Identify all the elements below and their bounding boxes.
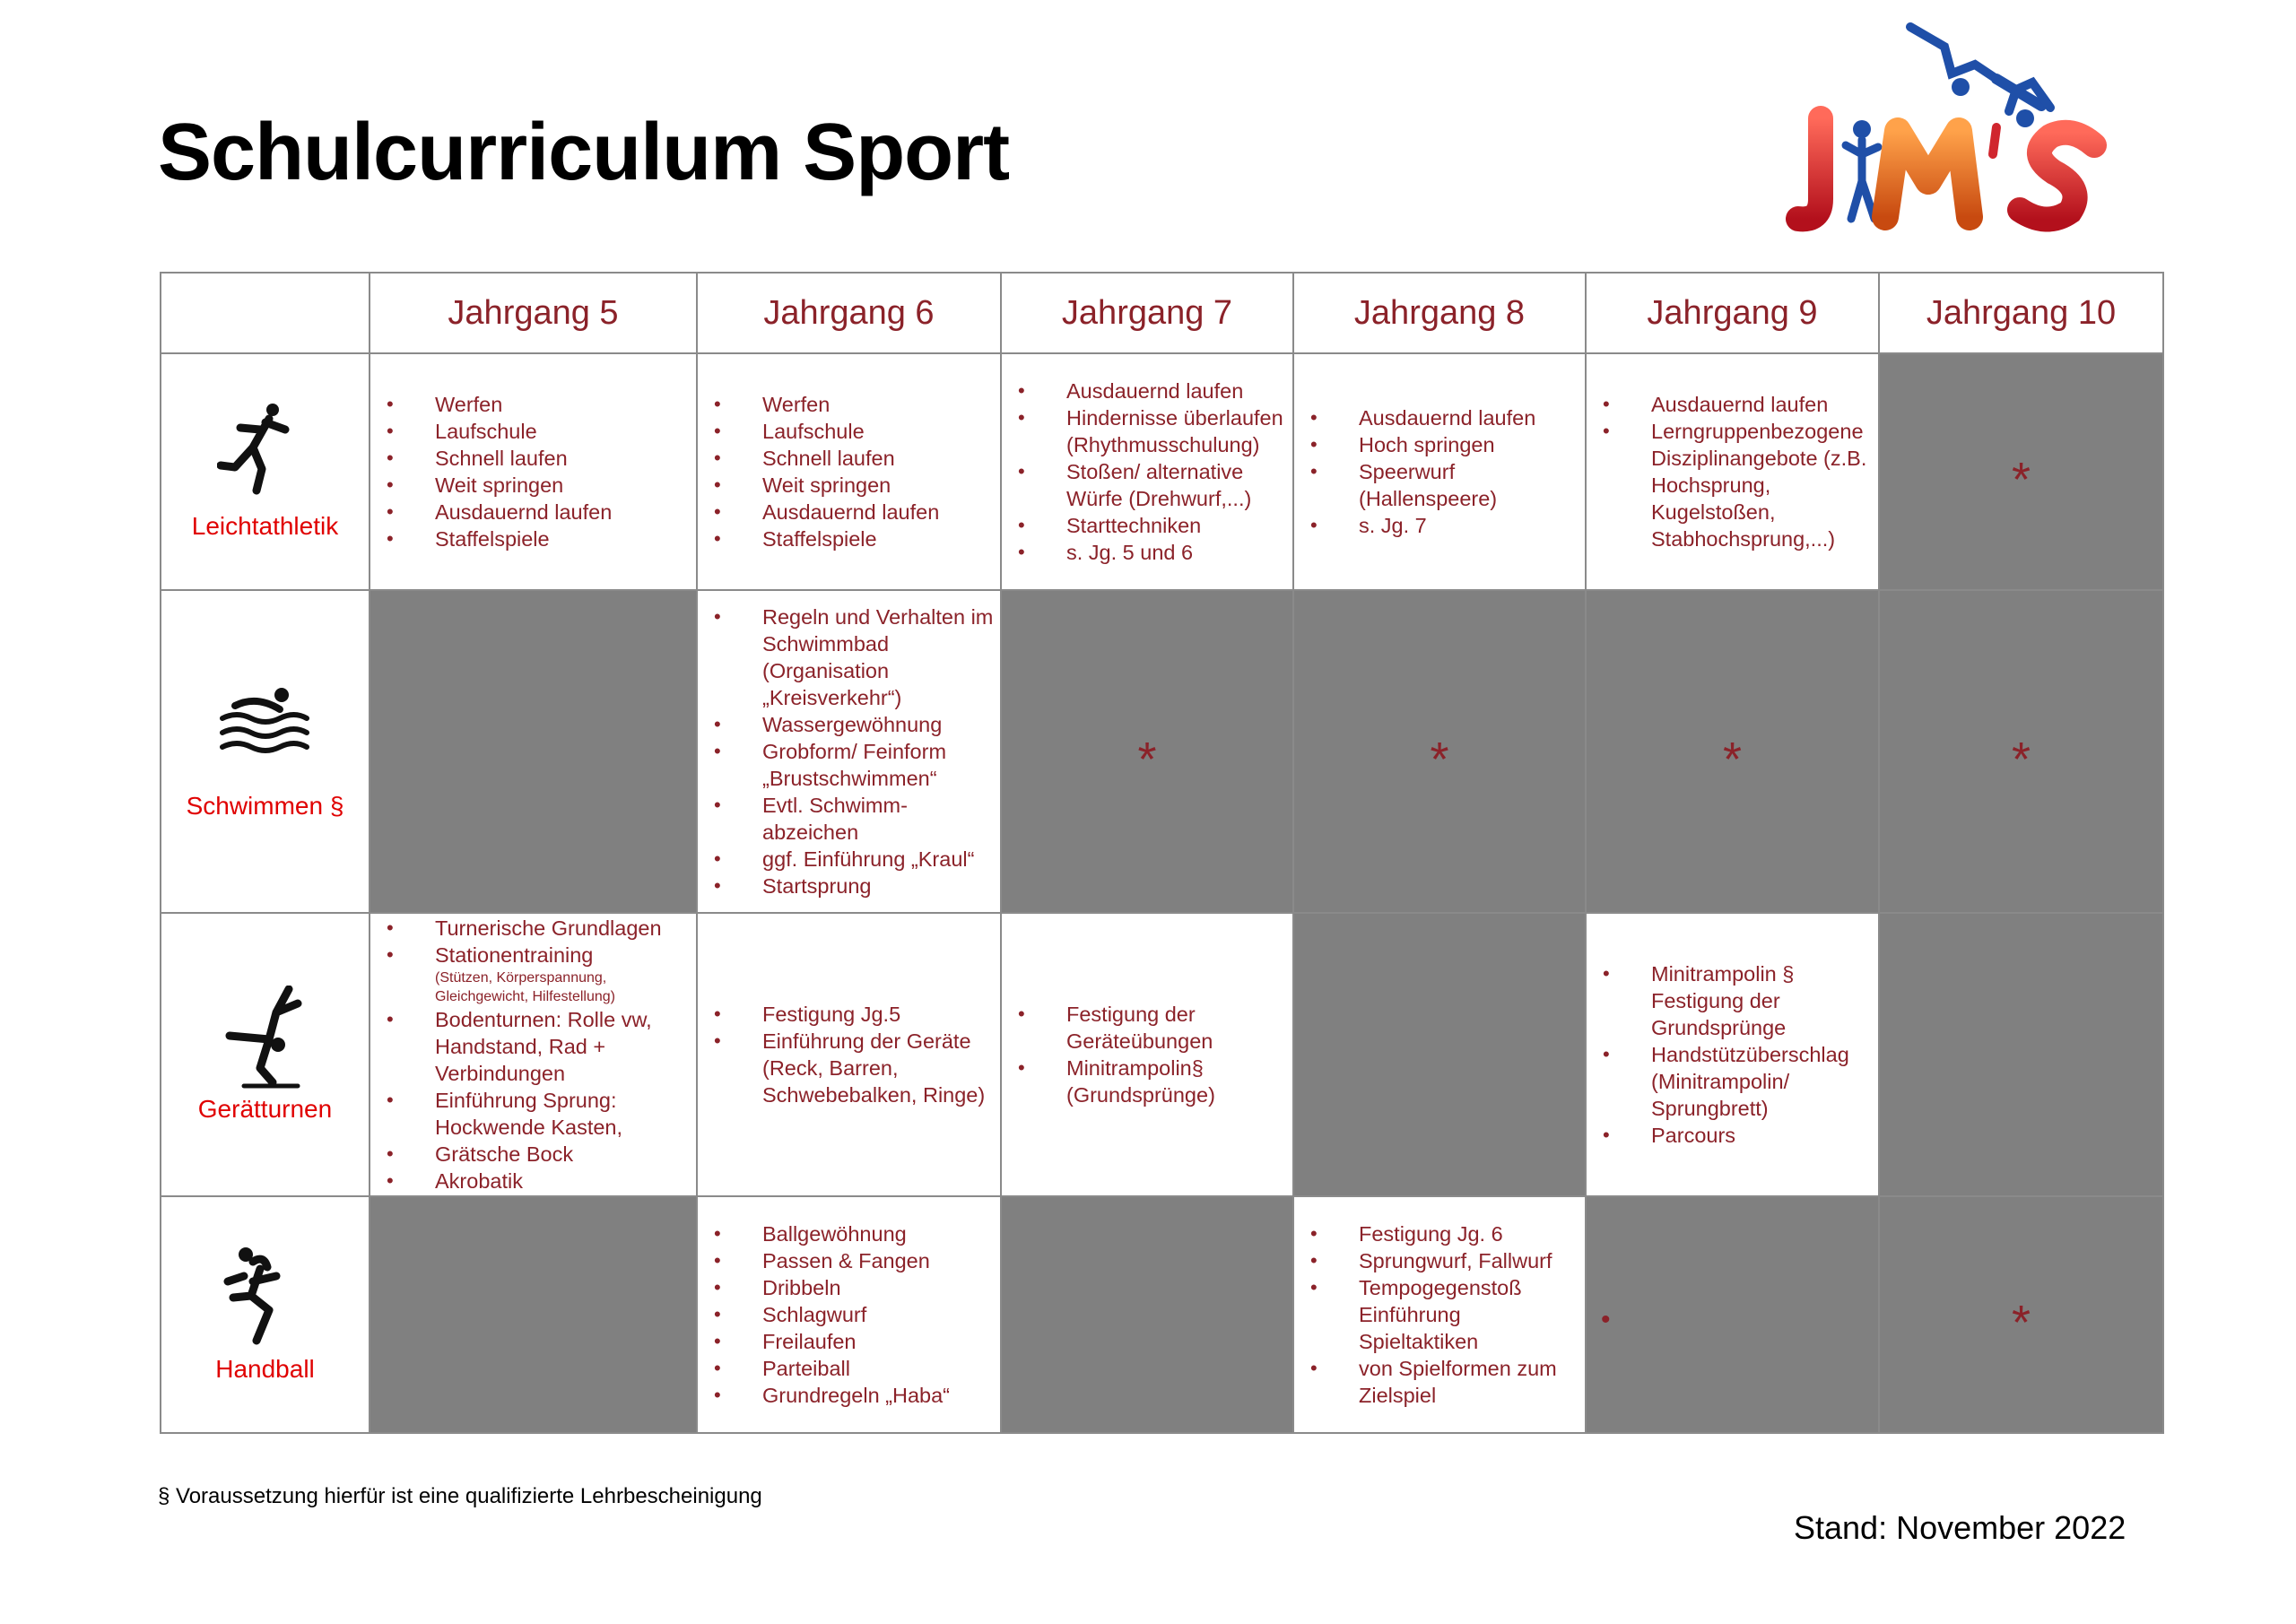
content-cell (697, 1196, 1001, 1433)
list-item: • Staffelspiele (762, 525, 995, 552)
gymnast-icon (217, 986, 314, 1090)
list-item: • Werfen (435, 391, 691, 418)
header-jahrgang-7: Jahrgang 7 (1001, 273, 1293, 353)
footnote: § Voraussetzung hierfür ist eine qualifizierte Lehrbescheinigung (158, 1484, 762, 1508)
inactive-cell (1879, 1196, 2163, 1433)
inactive-cell (1293, 590, 1586, 913)
handball-player-icon (217, 1246, 314, 1350)
topic-list (698, 1220, 1000, 1409)
inactive-cell (1879, 590, 2163, 913)
list-item: • Parteiball (762, 1355, 995, 1382)
list-item: • Stationentraining (Stützen, Körperspannung, Gleichgewicht, Hilfestellung) (435, 942, 691, 1006)
sport-name: Handball (215, 1355, 315, 1383)
row-leichtathletik (161, 353, 2163, 590)
inactive-cell (1001, 1196, 1293, 1433)
content-cell (697, 590, 1001, 913)
topic-list (698, 1001, 1000, 1108)
list-item: • Werfen (762, 391, 995, 418)
list-item: • Dribbeln (762, 1274, 995, 1301)
list-item: • Sprungwurf, Fallwurf (1359, 1247, 1579, 1274)
list-item: • Grundregeln „Haba“ (762, 1382, 995, 1409)
content-cell (697, 913, 1001, 1196)
asterisk-marker: * (2011, 1296, 2031, 1350)
school-logo (1785, 20, 2117, 235)
list-item: • von Spielformen zum Zielspiel (1359, 1355, 1579, 1409)
content-cell (370, 353, 697, 590)
content-cell (370, 913, 697, 1196)
list-item: • s. Jg. 5 und 6 (1066, 539, 1287, 566)
content-cell (1293, 353, 1586, 590)
curriculum-table (160, 272, 2164, 1434)
topic-list (370, 391, 696, 552)
list-item: • Ausdauernd laufen (762, 499, 995, 525)
list-item: • Turnerische Grundlagen (435, 915, 691, 942)
row-geraetturnen (161, 913, 2163, 1196)
inactive-cell (1586, 1196, 1879, 1433)
row-handball (161, 1196, 2163, 1433)
content-cell (697, 353, 1001, 590)
list-item: • Laufschule (762, 418, 995, 445)
list-item: • Tempogegenstoß Einführung Spieltaktiken (1359, 1274, 1579, 1355)
inactive-cell (1879, 353, 2163, 590)
list-item: • Ausdauernd laufen (1359, 404, 1579, 431)
list-item: • Akrobatik (435, 1168, 691, 1194)
inactive-cell (370, 1196, 697, 1433)
stand-date: Stand: November 2022 (1794, 1509, 2126, 1546)
content-cell (1586, 353, 1879, 590)
list-item: • Regeln und Verhalten im Schwimmbad (Organisation „Kreisverkehr“) (762, 604, 995, 711)
list-item: • Festigung Jg. 6 (1359, 1220, 1579, 1247)
list-item: • Weit springen (435, 472, 691, 499)
list-item: • Weit springen (762, 472, 995, 499)
list-item: • Evtl. Schwimm-abzeichen (762, 792, 995, 846)
list-item: • Grätsche Bock (435, 1141, 691, 1168)
topic-list (698, 604, 1000, 899)
inactive-cell (1001, 590, 1293, 913)
list-item: • Stoßen/ alternative Würfe (Drehwurf,...) (1066, 458, 1287, 512)
topic-list (370, 915, 696, 1194)
list-item: • Speerwurf (Hallenspeere) (1359, 458, 1579, 512)
content-cell (1293, 1196, 1586, 1433)
list-item-note: (Stützen, Körperspannung, Gleichgewicht, Hilfestellung) (435, 970, 615, 1004)
swimmer-icon (217, 682, 314, 786)
topic-list (1587, 391, 1878, 552)
list-item: • Minitrampolin§ (Grundsprünge) (1066, 1055, 1287, 1108)
header-row (161, 273, 2163, 353)
list-item: • Passen & Fangen (762, 1247, 995, 1274)
list-item: • Festigung der Geräteübungen (1066, 1001, 1287, 1055)
bullet-marker: • (1601, 1305, 1611, 1334)
page-title: Schulcurriculum Sport (158, 108, 1010, 197)
header-jahrgang-10: Jahrgang 10 (1879, 273, 2163, 353)
list-item: • Einführung Sprung: Hockwende Kasten, (435, 1087, 691, 1141)
list-item: • Startsprung (762, 873, 995, 899)
asterisk-marker: * (1722, 733, 1742, 786)
list-item: • Handstützüberschlag (Minitrampolin/ Sprungbrett) (1651, 1041, 1873, 1122)
list-item: • Laufschule (435, 418, 691, 445)
sport-cell (161, 353, 370, 590)
corner-cell (161, 273, 370, 353)
header-jahrgang-8: Jahrgang 8 (1293, 273, 1586, 353)
list-item: • Bodenturnen: Rolle vw, Handstand, Rad + Verbindungen (435, 1006, 691, 1087)
content-cell (1001, 353, 1293, 590)
topic-list (1587, 960, 1878, 1149)
list-item: • Schnell laufen (762, 445, 995, 472)
asterisk-marker: * (2011, 733, 2031, 786)
list-item: • Schlagwurf (762, 1301, 995, 1328)
topic-list (1002, 378, 1292, 566)
sport-name: Schwimmen § (186, 792, 344, 820)
asterisk-marker: * (1137, 733, 1157, 786)
sport-cell (161, 1196, 370, 1433)
inactive-cell (370, 590, 697, 913)
header-jahrgang-5: Jahrgang 5 (370, 273, 697, 353)
topic-list (698, 391, 1000, 552)
inactive-cell (1293, 913, 1586, 1196)
list-item: • Lerngruppenbezogene Disziplinangebote (z.B. Hochsprung, Kugelstoßen, Stabhochsprung,...) (1651, 418, 1873, 552)
list-item: • Ausdauernd laufen (1651, 391, 1873, 418)
list-item: • ggf. Einführung „Kraul“ (762, 846, 995, 873)
topic-list (1002, 1001, 1292, 1108)
list-item: • Wassergewöhnung (762, 711, 995, 738)
asterisk-marker: * (1430, 733, 1449, 786)
list-item: • Minitrampolin § Festigung der Grundsprünge (1651, 960, 1873, 1041)
list-item: • Ausdauernd laufen (1066, 378, 1287, 404)
inactive-cell (1879, 913, 2163, 1196)
list-item: • Parcours (1651, 1122, 1873, 1149)
list-item: • Einführung der Geräte (Reck, Barren, Schwebebalken, Ringe) (762, 1028, 995, 1108)
list-item: • Hoch springen (1359, 431, 1579, 458)
list-item: • s. Jg. 7 (1359, 512, 1579, 539)
content-cell (1001, 913, 1293, 1196)
list-item: • Starttechniken (1066, 512, 1287, 539)
sport-cell (161, 913, 370, 1196)
list-item: • Grobform/ Feinform „Brustschwimmen“ (762, 738, 995, 792)
topic-list (1294, 404, 1585, 539)
header-jahrgang-6: Jahrgang 6 (697, 273, 1001, 353)
header-jahrgang-9: Jahrgang 9 (1586, 273, 1879, 353)
runner-icon (217, 403, 314, 507)
list-item: • Ballgewöhnung (762, 1220, 995, 1247)
list-item: • Staffelspiele (435, 525, 691, 552)
sport-cell (161, 590, 370, 913)
list-item: • Freilaufen (762, 1328, 995, 1355)
asterisk-marker: * (2011, 453, 2031, 507)
list-item: • Hindernisse überlaufen (Rhythmusschulung) (1066, 404, 1287, 458)
content-cell (1586, 913, 1879, 1196)
inactive-cell (1586, 590, 1879, 913)
topic-list (1294, 1220, 1585, 1409)
sport-name: Leichtathletik (191, 512, 339, 540)
row-schwimmen (161, 590, 2163, 913)
list-item: • Schnell laufen (435, 445, 691, 472)
list-item: • Festigung Jg.5 (762, 1001, 995, 1028)
list-item: • Ausdauernd laufen (435, 499, 691, 525)
sport-name: Gerätturnen (197, 1095, 333, 1123)
